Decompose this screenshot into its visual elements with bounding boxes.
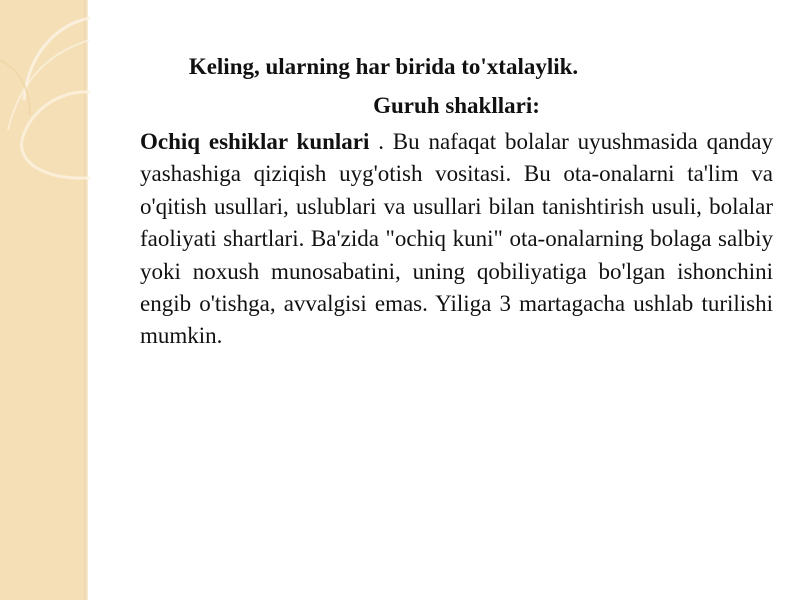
heading-intro: Keling, ularning har birida to'xtalaylik. [188, 54, 579, 79]
heading-group-forms: Guruh shakllari: [373, 93, 540, 118]
paragraph-lead: Ochiq eshiklar kunlari [140, 129, 370, 154]
curved-lines-decoration-icon [0, 0, 90, 220]
paragraph-open-days [140, 126, 773, 353]
content-area [140, 52, 773, 353]
paragraph-body: . Bu nafaqat bolalar uyushmasida qanday yashashiga qiziqish uyg'otish vositasi. Bu ota-onalarni ta'lim va o'qitish usullari, uslublari va usullari bilan tanishtirish usuli, bolalar faoliyati shartlari. Ba'zida "ochiq kuni" ota-onalarning bolaga salbiy yoki noxush munosabatini, uning qobiliyatiga bo'lgan ishonchini engib o'tishga, avvalgisi emas. Yiliga 3 martagacha ushlab turilishi mumkin. [140, 129, 773, 349]
